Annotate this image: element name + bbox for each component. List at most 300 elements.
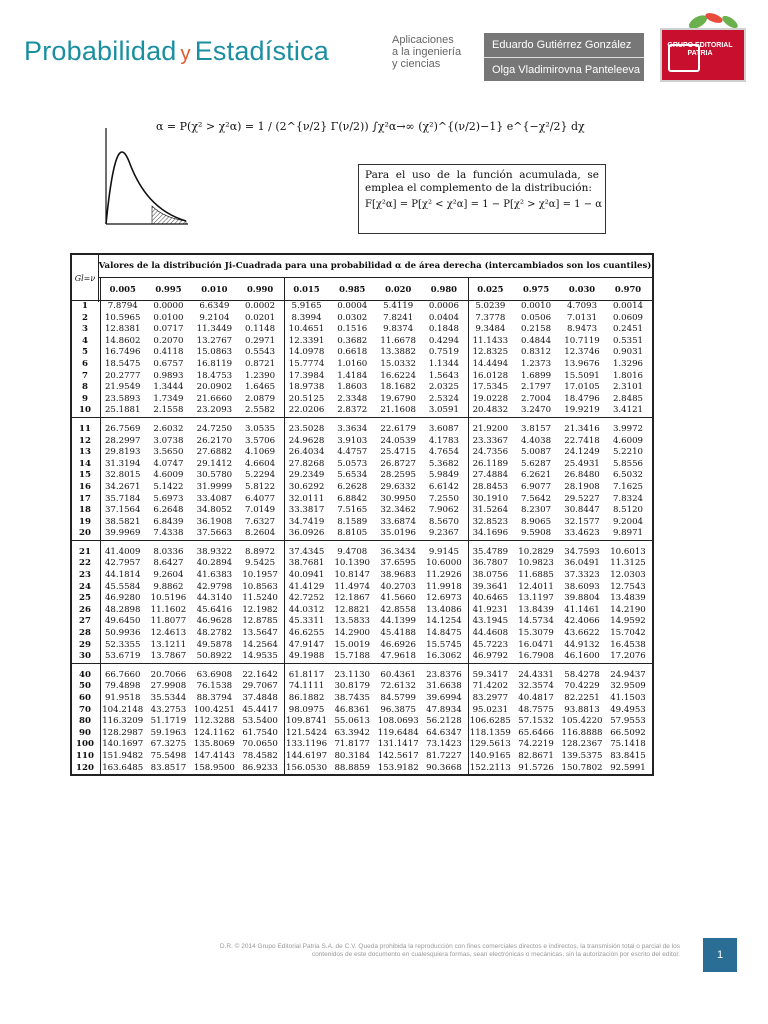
quantile-cell: 24.9437 xyxy=(610,669,646,680)
quantile-cell: 5.2294 xyxy=(238,470,284,482)
quantile-cell: 44.4608 xyxy=(472,628,509,639)
quantile-cell: 1.6899 xyxy=(521,370,552,381)
quantile-cell: 41.4129 xyxy=(288,581,325,592)
quantile-cell: 3.0738 xyxy=(153,435,184,446)
quantile-cell: 9.3484 xyxy=(475,324,506,335)
quantile-cell: 57.1532 xyxy=(518,716,554,727)
quantile-cell: 158.9500 xyxy=(193,762,235,773)
degrees-of-freedom-cell: 8 xyxy=(72,382,101,394)
quantile-cell: 0.9893 xyxy=(153,370,184,381)
quantile-cell: 20.4832 xyxy=(472,405,509,416)
quantile-cell: 2.5324 xyxy=(422,394,468,406)
quantile-cell: 0.6618 xyxy=(337,347,368,358)
quantile-cell: 37.5663 xyxy=(196,528,233,539)
quantile-cell: 49.4953 xyxy=(610,704,646,715)
quantile-cell: 18.9738 xyxy=(288,382,325,393)
degrees-of-freedom-cell: 120 xyxy=(72,763,101,775)
quantile-cell: 40.6465 xyxy=(472,593,509,604)
quantile-cell: 32.9509 xyxy=(610,681,646,692)
quantile-cell: 41.1503 xyxy=(610,693,646,703)
quantile-cell: 15.7042 xyxy=(610,628,646,639)
book-subtitle xyxy=(392,34,472,70)
quantile-cell: 30.6292 xyxy=(288,481,325,492)
copyright-notice: D.R. © 2014 Grupo Editorial Patria S.A. de C.V. Queda prohibida la reproducción con fines comerciales directos e indirectos, la transmisión total o parcial de los contenidos de este documento en cualesquiera formas, sean electrónicas o mecánicas, sin la autorización por escrito del editor. xyxy=(219,943,680,958)
quantile-cell: 71.8177 xyxy=(334,739,371,750)
quantile-cell: 45.5584 xyxy=(104,581,141,592)
quantile-cell: 39.6994 xyxy=(422,693,468,705)
note-text: Para el uso de la función acumulada, se emplea el complemento de la distribución: xyxy=(365,169,599,194)
degrees-of-freedom-cell: 100 xyxy=(72,739,101,751)
quantile-cell: 37.3323 xyxy=(564,570,600,581)
quantile-cell: 1.3296 xyxy=(612,358,644,369)
quantile-cell: 48.7575 xyxy=(518,704,554,715)
quantile-cell: 6.2628 xyxy=(337,481,368,492)
quantile-cell: 29.1412 xyxy=(196,458,233,469)
quantile-cell: 150.7802 xyxy=(561,762,603,773)
degrees-of-freedom-cell: 27 xyxy=(72,616,101,628)
quantile-cell: 11.5240 xyxy=(238,593,284,605)
alpha-column-header: 0.005 xyxy=(101,278,147,301)
quantile-cell: 46.6926 xyxy=(380,639,416,650)
note-formula: F[χ²α] = P[χ² < χ²α] = 1 − P[χ² > χ²α] = 1 − α xyxy=(365,199,603,210)
quantile-cell: 31.5264 xyxy=(472,505,509,516)
quantile-cell: 82.2251 xyxy=(564,693,600,703)
quantile-cell: 8.9473 xyxy=(566,324,598,335)
quantile-cell: 10.7119 xyxy=(564,335,600,346)
quantile-cell: 84.5799 xyxy=(380,693,416,703)
quantile-cell: 0.1148 xyxy=(238,324,284,336)
alpha-column-header: 0.980 xyxy=(422,278,468,301)
quantile-cell: 21.3416 xyxy=(564,423,600,434)
quantile-cell: 26.4034 xyxy=(288,447,325,458)
quantile-cell: 29.5227 xyxy=(564,493,600,504)
table-row xyxy=(72,482,652,494)
quantile-cell: 43.1945 xyxy=(472,616,509,627)
quantile-cell: 0.8721 xyxy=(238,359,284,371)
quantile-cell: 31.6638 xyxy=(422,681,468,693)
degrees-of-freedom-cell: 19 xyxy=(72,517,101,529)
quantile-cell: 8.0336 xyxy=(153,546,184,557)
quantile-cell: 21.1608 xyxy=(380,405,416,416)
author-1: Eduardo Gutiérrez González xyxy=(484,33,644,57)
quantile-cell: 11.8077 xyxy=(150,616,187,627)
table-row xyxy=(72,570,652,582)
table-row xyxy=(72,447,652,459)
quantile-cell: 11.4974 xyxy=(334,581,371,592)
quantile-cell: 16.0128 xyxy=(472,370,509,381)
quantile-cell: 0.4294 xyxy=(422,336,468,348)
quantile-cell: 39.8804 xyxy=(564,593,600,604)
quantile-cell: 14.2564 xyxy=(238,640,284,652)
table-row xyxy=(72,528,652,540)
quantile-cell: 46.9792 xyxy=(472,651,509,662)
quantile-cell: 3.5650 xyxy=(153,447,184,458)
quantile-cell: 96.3875 xyxy=(380,704,416,715)
quantile-cell: 70.0650 xyxy=(238,739,284,751)
quantile-cell: 16.4538 xyxy=(610,639,646,650)
quantile-cell: 10.2829 xyxy=(518,546,554,557)
quantile-cell: 133.1196 xyxy=(286,739,328,750)
quantile-cell: 9.2104 xyxy=(199,312,230,323)
author-2: Olga Vladimirovna Panteleeva xyxy=(484,57,644,81)
quantile-cell: 55.0613 xyxy=(334,716,371,727)
quantile-cell: 151.9482 xyxy=(102,750,144,761)
table-row xyxy=(72,705,652,717)
quantile-cell: 2.3348 xyxy=(337,393,368,404)
table-row xyxy=(72,301,652,313)
quantile-cell: 5.6287 xyxy=(521,458,552,469)
quantile-cell: 0.0014 xyxy=(612,301,644,311)
quantile-cell: 27.9908 xyxy=(150,681,187,692)
quantile-cell: 56.2128 xyxy=(422,716,468,728)
quantile-cell: 5.6973 xyxy=(153,493,184,504)
quantile-cell: 5.2210 xyxy=(612,447,644,458)
alpha-column-header: 0.985 xyxy=(330,278,376,301)
quantile-cell: 7.3778 xyxy=(475,312,506,323)
quantile-cell: 7.1625 xyxy=(612,481,644,492)
quantile-cell: 1.2390 xyxy=(238,371,284,383)
quantile-cell: 5.1422 xyxy=(153,481,184,492)
quantile-cell: 22.1642 xyxy=(238,670,284,682)
quantile-cell: 41.5660 xyxy=(380,593,416,604)
table-row xyxy=(72,470,652,482)
quantile-cell: 33.3817 xyxy=(288,505,325,516)
quantile-cell: 50.8922 xyxy=(196,651,233,662)
quantile-cell: 44.1399 xyxy=(380,616,416,627)
degrees-of-freedom-cell: 4 xyxy=(72,336,101,348)
quantile-cell: 36.1908 xyxy=(196,516,233,527)
quantile-cell: 140.1697 xyxy=(102,739,144,750)
quantile-cell: 10.1957 xyxy=(238,570,284,582)
quantile-cell: 53.5400 xyxy=(238,716,284,728)
quantile-cell: 74.2219 xyxy=(518,739,554,750)
table-row xyxy=(72,459,652,471)
alpha-column-header: 0.015 xyxy=(284,278,330,301)
quantile-cell: 63.3942 xyxy=(334,727,371,738)
table-row xyxy=(72,716,652,728)
quantile-cell: 57.9553 xyxy=(610,716,646,727)
quantile-cell: 24.7250 xyxy=(196,423,233,434)
quantile-cell: 3.2470 xyxy=(521,405,552,416)
quantile-cell: 7.9062 xyxy=(422,505,468,517)
quantile-cell: 31.9999 xyxy=(196,481,233,492)
degrees-of-freedom-cell: 13 xyxy=(72,447,101,459)
quantile-cell: 0.9031 xyxy=(612,347,644,358)
book-title xyxy=(24,36,329,67)
quantile-cell: 46.1600 xyxy=(564,651,600,662)
quantile-cell: 47.8934 xyxy=(422,705,468,717)
title-part-y: y xyxy=(180,43,191,65)
quantile-cell: 140.9165 xyxy=(469,750,511,761)
table-row xyxy=(72,336,652,348)
quantile-cell: 6.8439 xyxy=(153,516,184,527)
quantile-cell: 40.0941 xyxy=(288,570,325,581)
chi-square-table xyxy=(70,253,654,776)
quantile-cell: 0.0201 xyxy=(238,313,284,325)
quantile-cell: 44.3140 xyxy=(196,593,233,604)
quantile-cell: 25.4931 xyxy=(564,458,600,469)
subtitle-line-2: a la ingeniería xyxy=(392,46,462,58)
quantile-cell: 93.8813 xyxy=(564,704,600,715)
quantile-cell: 24.1249 xyxy=(564,447,600,458)
alpha-column-header: 0.975 xyxy=(514,278,560,301)
degrees-of-freedom-cell: 21 xyxy=(72,547,101,559)
alpha-column-header: 0.020 xyxy=(376,278,422,301)
table-row xyxy=(72,651,652,663)
quantile-cell: 13.5647 xyxy=(238,628,284,640)
alpha-column-header: 0.990 xyxy=(238,278,284,301)
table-row xyxy=(72,517,652,529)
quantile-cell: 30.5780 xyxy=(196,470,233,481)
quantile-cell: 7.0149 xyxy=(238,505,284,517)
quantile-cell: 29.8193 xyxy=(104,447,141,458)
quantile-cell: 88.8859 xyxy=(334,762,371,773)
quantile-cell: 1.3444 xyxy=(153,382,184,393)
quantile-cell: 14.2900 xyxy=(334,628,371,639)
quantile-cell: 61.8117 xyxy=(288,669,325,680)
quantile-cell: 44.0312 xyxy=(288,604,325,615)
quantile-cell: 41.1461 xyxy=(564,604,600,615)
quantile-cell: 8.8972 xyxy=(238,547,284,559)
quantile-cell: 13.9676 xyxy=(564,358,600,369)
degrees-of-freedom-cell: 7 xyxy=(72,371,101,383)
column-header-row xyxy=(72,278,652,301)
quantile-cell: 156.0530 xyxy=(286,762,328,773)
quantile-cell: 14.1254 xyxy=(422,616,468,628)
quantile-cell: 131.1417 xyxy=(377,739,419,750)
quantile-cell: 121.5424 xyxy=(286,727,328,738)
quantile-cell: 1.7349 xyxy=(153,393,184,404)
quantile-cell: 10.1390 xyxy=(334,558,371,569)
quantile-cell: 25.1881 xyxy=(104,405,141,416)
quantile-cell: 81.7227 xyxy=(422,751,468,763)
quantile-cell: 3.4121 xyxy=(612,405,644,416)
quantile-cell: 30.8179 xyxy=(334,681,371,692)
quantile-cell: 105.4220 xyxy=(561,716,603,727)
quantile-cell: 26.1189 xyxy=(472,458,509,469)
quantile-cell: 10.8147 xyxy=(334,570,371,581)
quantile-cell: 11.1602 xyxy=(150,604,187,615)
quantile-cell: 1.2373 xyxy=(521,358,552,369)
quantile-cell: 64.6347 xyxy=(422,728,468,740)
quantile-cell: 13.3882 xyxy=(380,347,416,358)
quantile-cell: 92.5991 xyxy=(610,762,646,773)
quantile-cell: 47.9618 xyxy=(380,651,416,662)
quantile-cell: 26.2170 xyxy=(196,435,233,446)
quantile-cell: 0.7519 xyxy=(422,347,468,359)
quantile-cell: 15.5745 xyxy=(422,640,468,652)
quantile-cell: 23.8376 xyxy=(422,670,468,682)
quantile-cell: 34.8052 xyxy=(196,505,233,516)
table-title: Valores de la distribución Ji-Cuadrada para una probabilidad α de área derecha (intercambiados son los cuantiles) xyxy=(98,255,652,278)
degrees-of-freedom-cell: 60 xyxy=(72,693,101,705)
table-row xyxy=(72,505,652,517)
quantile-cell: 14.0978 xyxy=(288,347,325,358)
table-row xyxy=(72,751,652,763)
chi-square-density-plot xyxy=(100,124,190,232)
alpha-column-header: 0.025 xyxy=(468,278,514,301)
degrees-of-freedom-cell: 28 xyxy=(72,628,101,640)
quantile-cell: 63.6908 xyxy=(196,669,233,680)
quantile-cell: 0.0004 xyxy=(337,301,368,311)
quantile-cell: 42.4066 xyxy=(564,616,600,627)
quantile-cell: 12.6973 xyxy=(422,593,468,605)
density-formula: α = P(χ² > χ²α) = 1 / (2^{ν/2} Γ(ν/2)) ∫χ²α→∞ (χ²)^{(ν/2)−1} e^{−χ²/2} dχ xyxy=(156,120,585,133)
quantile-cell: 19.0228 xyxy=(472,393,509,404)
quantile-cell: 34.7593 xyxy=(564,546,600,557)
quantile-cell: 9.2604 xyxy=(153,570,184,581)
quantile-cell: 26.8727 xyxy=(380,458,416,469)
quantile-cell: 104.2148 xyxy=(102,704,144,715)
quantile-cell: 16.7496 xyxy=(104,347,141,358)
quantile-cell: 10.9823 xyxy=(518,558,554,569)
alpha-column-header: 0.010 xyxy=(192,278,238,301)
quantile-cell: 9.2004 xyxy=(612,516,644,527)
quantile-cell: 32.3574 xyxy=(518,681,554,692)
table-row xyxy=(72,394,652,406)
quantile-cell: 37.4345 xyxy=(288,546,325,557)
quantile-cell: 108.0693 xyxy=(377,716,419,727)
degrees-of-freedom-cell: 24 xyxy=(72,582,101,594)
quantile-cell: 74.1111 xyxy=(288,681,325,692)
quantile-cell: 36.3434 xyxy=(380,546,416,557)
quantile-cell: 75.1418 xyxy=(610,739,646,750)
table-row xyxy=(72,324,652,336)
quantile-cell: 46.9628 xyxy=(196,616,233,627)
quantile-cell: 28.1908 xyxy=(564,481,600,492)
quantile-cell: 32.8523 xyxy=(472,516,509,527)
quantile-cell: 3.0591 xyxy=(422,405,468,417)
quantile-cell: 4.7093 xyxy=(566,301,598,311)
quantile-cell: 86.1882 xyxy=(288,693,325,703)
table-row xyxy=(72,693,652,705)
quantile-cell: 9.9145 xyxy=(422,547,468,559)
degrees-of-freedom-cell: 30 xyxy=(72,651,101,663)
table-row xyxy=(72,436,652,448)
quantile-cell: 23.2093 xyxy=(196,405,233,416)
quantile-cell: 0.1516 xyxy=(337,324,368,335)
quantile-cell: 0.1848 xyxy=(422,324,468,336)
quantile-cell: 7.0131 xyxy=(566,312,598,323)
quantile-cell: 98.0975 xyxy=(288,704,325,715)
quantile-cell: 0.3682 xyxy=(337,335,368,346)
quantile-cell: 1.8603 xyxy=(337,382,368,393)
quantile-cell: 9.8374 xyxy=(383,324,414,335)
quantile-cell: 20.2777 xyxy=(104,370,141,381)
quantile-cell: 0.0506 xyxy=(521,312,552,323)
quantile-cell: 17.3984 xyxy=(288,370,325,381)
quantile-cell: 45.4417 xyxy=(238,705,284,717)
quantile-cell: 3.5706 xyxy=(238,436,284,448)
quantile-cell: 45.7223 xyxy=(472,639,509,650)
quantile-cell: 20.5125 xyxy=(288,393,325,404)
quantile-cell: 4.1069 xyxy=(238,447,284,459)
quantile-cell: 14.8602 xyxy=(104,335,141,346)
quantile-cell: 7.8324 xyxy=(612,493,644,504)
quantile-cell: 6.6349 xyxy=(199,301,230,311)
quantile-cell: 1.6465 xyxy=(238,382,284,394)
quantile-cell: 16.6224 xyxy=(380,370,416,381)
quantile-cell: 42.7957 xyxy=(104,558,141,569)
degrees-of-freedom-cell: 40 xyxy=(72,670,101,682)
quantile-cell: 13.1197 xyxy=(518,593,554,604)
quantile-cell: 34.7419 xyxy=(288,516,325,527)
quantile-cell: 8.1589 xyxy=(337,516,368,527)
quantile-cell: 7.5165 xyxy=(337,505,368,516)
quantile-cell: 27.6882 xyxy=(196,447,233,458)
quantile-cell: 11.3125 xyxy=(610,558,646,569)
quantile-cell: 22.6179 xyxy=(380,423,416,434)
quantile-cell: 5.0239 xyxy=(475,301,506,311)
quantile-cell: 7.8241 xyxy=(383,312,414,323)
quantile-cell: 13.8439 xyxy=(518,604,554,615)
quantile-cell: 22.0206 xyxy=(288,405,325,416)
quantile-cell: 116.8888 xyxy=(561,727,603,738)
quantile-cell: 0.0010 xyxy=(521,301,552,311)
quantile-cell: 13.5833 xyxy=(334,616,371,627)
subtitle-line-1: Aplicaciones xyxy=(392,34,454,46)
table-row xyxy=(72,728,652,740)
quantile-cell: 45.3311 xyxy=(288,616,325,627)
quantile-cell: 10.8563 xyxy=(238,582,284,594)
quantile-cell: 0.0404 xyxy=(422,313,468,325)
quantile-cell: 32.0111 xyxy=(288,493,325,504)
quantile-cell: 10.4651 xyxy=(288,324,325,335)
quantile-cell: 0.0609 xyxy=(612,312,644,323)
quantile-cell: 116.3209 xyxy=(102,716,144,727)
degrees-of-freedom-cell: 10 xyxy=(72,405,101,417)
quantile-cell: 135.8069 xyxy=(193,739,235,750)
quantile-cell: 128.2987 xyxy=(102,727,144,738)
quantile-cell: 7.8794 xyxy=(107,301,138,311)
degrees-of-freedom-cell: 80 xyxy=(72,716,101,728)
quantile-cell: 4.6009 xyxy=(612,435,644,446)
quantile-cell: 0.2971 xyxy=(238,336,284,348)
quantile-cell: 0.2070 xyxy=(153,335,184,346)
quantile-cell: 38.9683 xyxy=(380,570,416,581)
quantile-cell: 28.8453 xyxy=(472,481,509,492)
quantile-cell: 26.7569 xyxy=(104,423,141,434)
quantile-cell: 91.5726 xyxy=(518,762,554,773)
quantile-cell: 33.6874 xyxy=(380,516,416,527)
degrees-of-freedom-cell: 23 xyxy=(72,570,101,582)
quantile-cell: 83.8415 xyxy=(610,750,646,761)
quantile-cell: 44.9132 xyxy=(564,639,600,650)
quantile-cell: 21.9549 xyxy=(104,382,141,393)
quantile-cell: 0.0002 xyxy=(238,301,284,313)
quantile-cell: 35.0196 xyxy=(380,528,416,539)
quantile-cell: 29.2349 xyxy=(288,470,325,481)
quantile-cell: 36.0926 xyxy=(288,528,325,539)
quantile-cell: 20.7066 xyxy=(150,669,187,680)
degrees-of-freedom-cell: 1 xyxy=(72,301,101,313)
quantile-cell: 8.8105 xyxy=(337,528,368,539)
degrees-of-freedom-cell: 14 xyxy=(72,459,101,471)
quantile-cell: 42.8558 xyxy=(380,604,416,615)
quantile-cell: 52.3355 xyxy=(104,639,141,650)
quantile-cell: 15.0863 xyxy=(196,347,233,358)
quantile-cell: 38.0756 xyxy=(472,570,509,581)
table-row xyxy=(72,681,652,693)
quantile-cell: 0.4844 xyxy=(521,335,552,346)
degrees-of-freedom-cell: 6 xyxy=(72,359,101,371)
quantile-cell: 2.0325 xyxy=(422,382,468,394)
quantile-cell: 12.1982 xyxy=(238,605,284,617)
quantile-cell: 0.0100 xyxy=(153,312,184,323)
page-number: 1 xyxy=(703,938,737,972)
quantile-cell: 13.1211 xyxy=(150,639,187,650)
quantile-cell: 8.5670 xyxy=(422,517,468,529)
